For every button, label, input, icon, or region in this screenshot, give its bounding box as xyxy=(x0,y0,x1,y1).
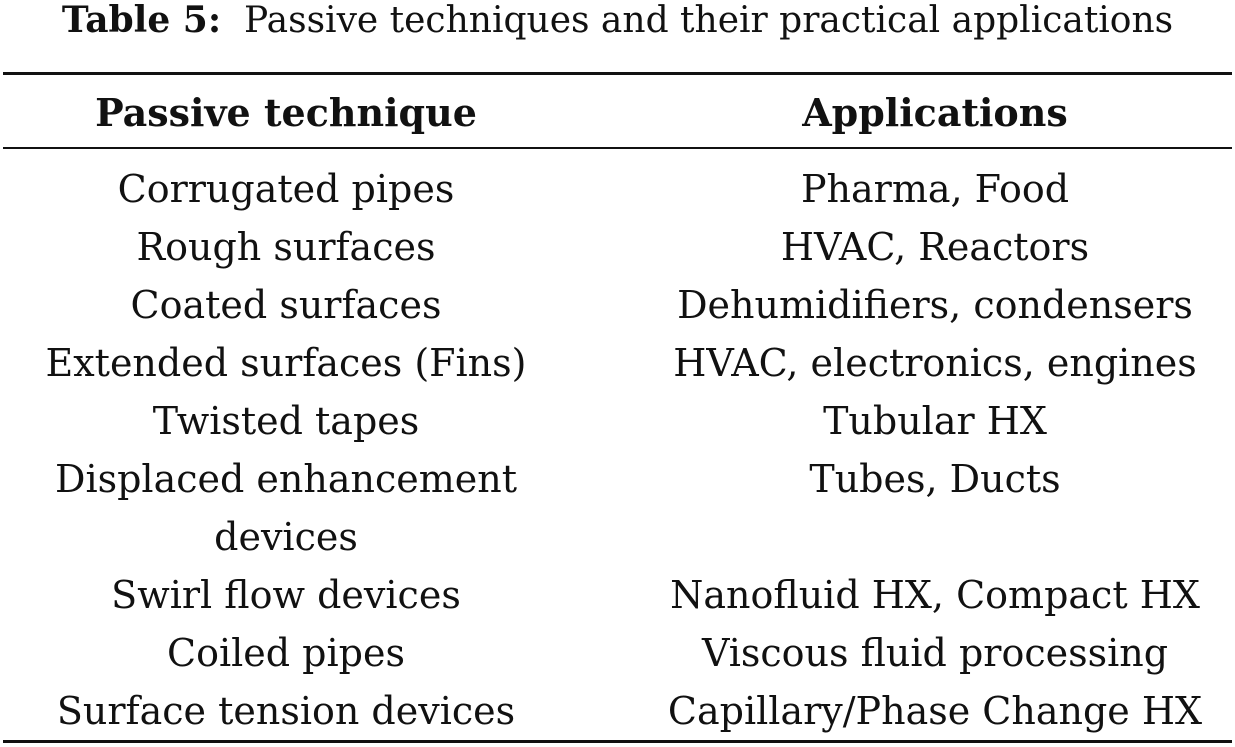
table-row xyxy=(0,160,1235,218)
applications-cell: HVAC, electronics, engines xyxy=(673,341,1197,385)
header-applications: Applications xyxy=(802,90,1068,135)
table-row xyxy=(0,566,1235,624)
applications-cell: Tubes, Ducts xyxy=(809,457,1061,501)
applications-cell: Pharma, Food xyxy=(800,167,1070,211)
bottom-rule xyxy=(3,740,1232,743)
caption-text: Passive techniques and their practical applications xyxy=(244,0,1174,41)
applications-cell: HVAC, Reactors xyxy=(780,225,1090,269)
technique-cell: Coiled pipes xyxy=(167,631,405,675)
table-row xyxy=(0,450,1235,566)
technique-cell: Corrugated pipes xyxy=(117,167,455,211)
table-caption xyxy=(0,0,1235,44)
technique-cell: Swirl flow devices xyxy=(111,573,461,617)
technique-cell: Twisted tapes xyxy=(152,399,420,443)
caption-label: Table 5: xyxy=(61,0,222,41)
table-row xyxy=(0,682,1235,740)
technique-cell: Displaced enhancement devices xyxy=(54,457,518,559)
technique-cell: Extended surfaces (Fins) xyxy=(45,341,527,385)
technique-cell: Surface tension devices xyxy=(56,689,516,733)
technique-cell: Coated surfaces xyxy=(130,283,442,327)
table-body xyxy=(0,160,1235,740)
table-row xyxy=(0,624,1235,682)
table-row xyxy=(0,218,1235,276)
applications-cell: Dehumidifiers, condensers xyxy=(677,283,1193,327)
table-row xyxy=(0,276,1235,334)
applications-cell: Capillary/Phase Change HX xyxy=(667,689,1203,733)
header-rule xyxy=(3,147,1232,149)
applications-cell: Nanofluid HX, Compact HX xyxy=(670,573,1200,617)
applications-cell: Viscous fluid processing xyxy=(701,631,1169,675)
table-row xyxy=(0,334,1235,392)
applications-cell: Tubular HX xyxy=(823,399,1047,443)
technique-cell: Rough surfaces xyxy=(136,225,436,269)
table-row xyxy=(0,392,1235,450)
header-passive-technique: Passive technique xyxy=(95,90,477,135)
top-rule xyxy=(3,72,1232,75)
